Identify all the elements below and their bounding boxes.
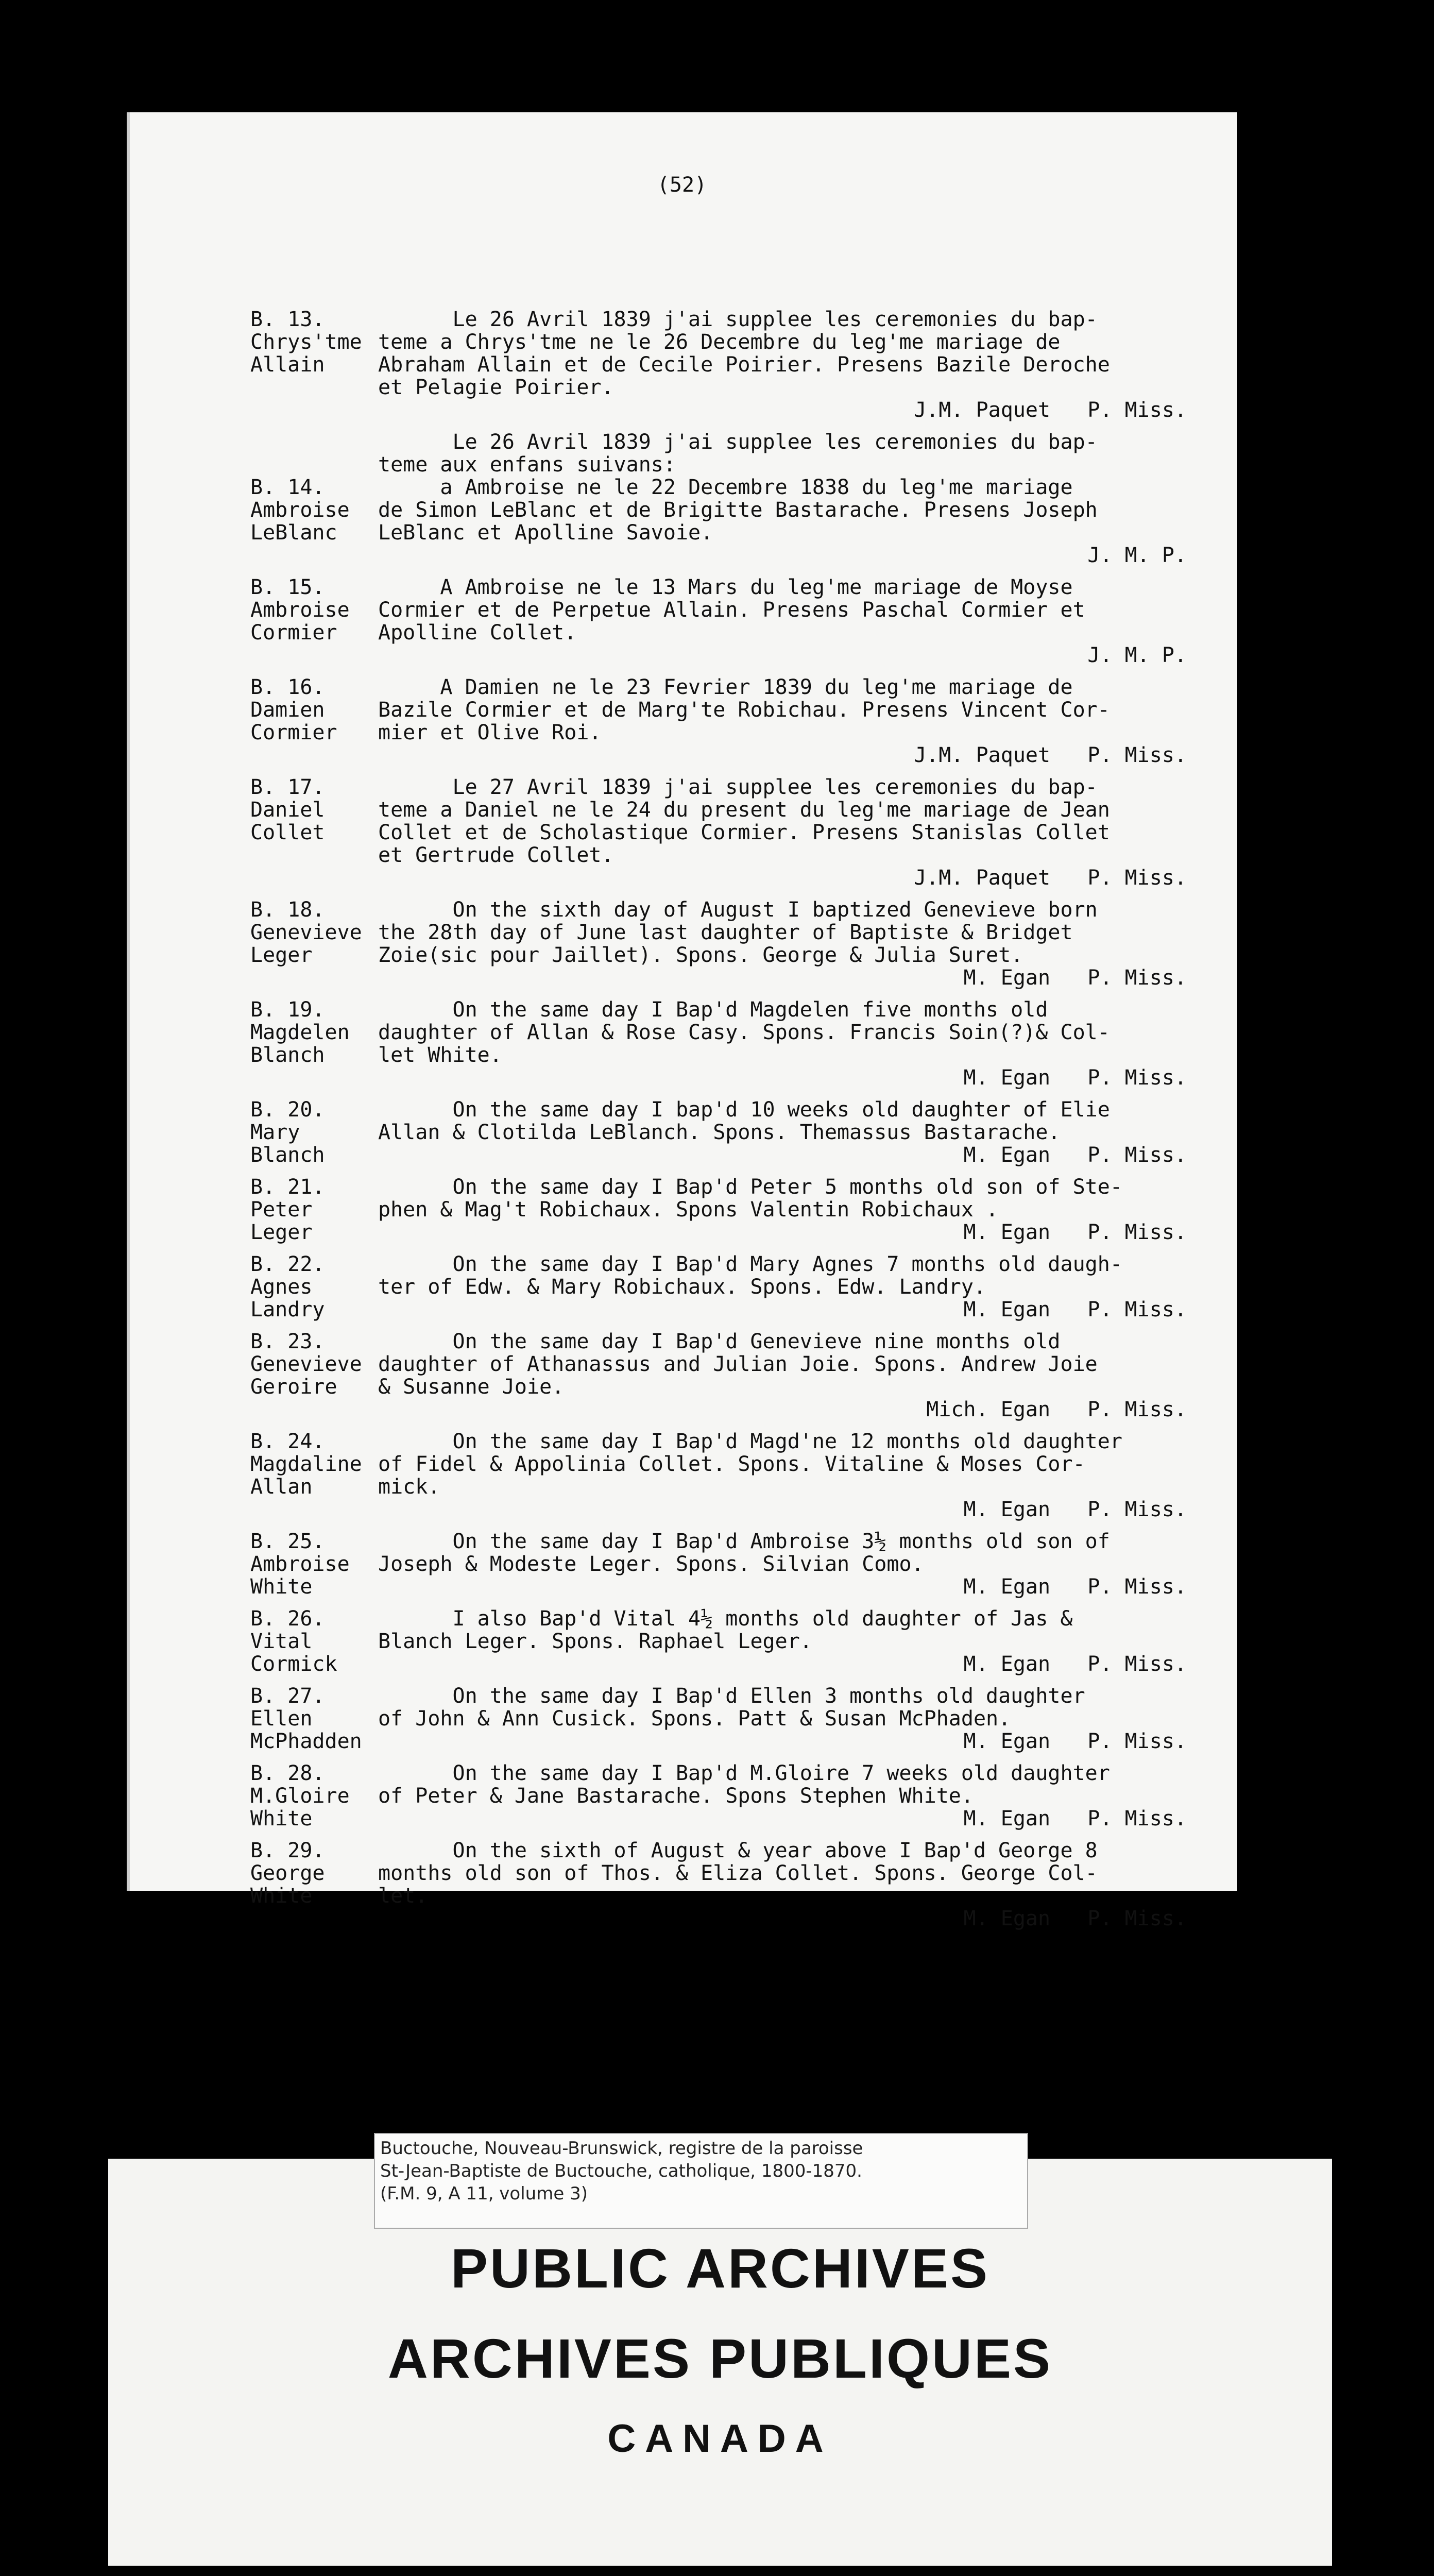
margin-line: Chrys'tme <box>250 330 362 354</box>
margin-line: Geroire <box>250 1375 337 1399</box>
entry-line: teme aux enfans suivans: <box>378 453 676 477</box>
entry-signature: J.M. Paquet P. Miss. <box>914 743 1187 767</box>
entry-line: On the same day I Bap'd Ellen 3 months old daughter <box>378 1684 1085 1708</box>
entry-line: A Damien ne le 23 Fevrier 1839 du leg'me mariage de <box>378 675 1073 699</box>
entry-line: teme a Chrys'tme ne le 26 Decembre du leg'me mariage de <box>378 330 1061 354</box>
margin-line: McPhadden <box>250 1730 362 1753</box>
margin-line: B. 22. <box>250 1252 325 1276</box>
entry-line: mick. <box>378 1475 440 1499</box>
entry-margin-note <box>250 1330 378 1398</box>
entry-line: let White. <box>378 1043 502 1067</box>
entry-line: et Gertrude Collet. <box>378 843 614 867</box>
entry-text <box>378 1762 1187 1830</box>
margin-line: Cormier <box>250 621 337 645</box>
margin-line: B. 21. <box>250 1175 325 1199</box>
entry-line: daughter of Athanassus and Julian Joie. Spons. Andrew Joie <box>378 1352 1098 1376</box>
entry-line: the 28th day of June last daughter of Baptiste & Bridget <box>378 921 1073 944</box>
entry-line: Le 27 Avril 1839 j'ai supplee les ceremonies du bap- <box>378 775 1098 799</box>
margin-line: White <box>250 1884 313 1908</box>
page-number: (52) <box>657 173 707 197</box>
entry-line: let. <box>378 1884 428 1908</box>
entry-margin-note <box>250 1685 378 1753</box>
entry-line: I also Bap'd Vital 4½ months old daughter of Jas & <box>378 1607 1073 1631</box>
entry-signature: M. Egan P. Miss. <box>963 1143 1187 1167</box>
caption-line: Buctouche, Nouveau-Brunswick, registre de la paroisse <box>380 2138 863 2159</box>
entry-line: On the same day I Bap'd Ambroise 3½ months old son of <box>378 1530 1110 1553</box>
register-entry <box>250 899 1198 989</box>
entry-signature: M. Egan P. Miss. <box>963 1652 1187 1676</box>
register-entry <box>250 1607 1198 1675</box>
register-page <box>127 112 1237 1930</box>
entry-signature: M. Egan P. Miss. <box>963 1807 1187 1831</box>
margin-line: Blanch <box>250 1143 325 1167</box>
entry-text <box>378 1330 1187 1421</box>
entry-line: ter of Edw. & Mary Robichaux. Spons. Edw. Landry. <box>378 1275 986 1299</box>
margin-line: Genevieve <box>250 921 362 944</box>
margin-line: B. 23. <box>250 1330 325 1353</box>
margin-line: B. 15. <box>250 575 325 599</box>
entry-signature: M. Egan P. Miss. <box>963 1298 1187 1321</box>
entry-line: a Ambroise ne le 22 Decembre 1838 du leg'me mariage <box>378 476 1073 499</box>
margin-line: Allain <box>250 353 325 377</box>
entry-line: & Susanne Joie. <box>378 1375 565 1399</box>
register-entry <box>250 1530 1198 1598</box>
entry-line: On the same day I Bap'd Genevieve nine months old <box>378 1330 1061 1353</box>
entry-signature: M. Egan P. Miss. <box>963 1066 1187 1090</box>
entry-signature: J. M. P. <box>1087 643 1187 667</box>
register-entry <box>250 998 1198 1089</box>
entry-margin-note <box>250 899 378 967</box>
register-entry <box>250 576 1198 667</box>
entry-line: Zoie(sic pour Jaillet). Spons. George & Julia Suret. <box>378 943 1023 967</box>
entry-line: of Peter & Jane Bastarache. Spons Stephen White. <box>378 1784 974 1808</box>
margin-line: Allan <box>250 1475 313 1499</box>
margin-line: B. 16. <box>250 675 325 699</box>
register-entry <box>250 1430 1198 1521</box>
margin-line: Leger <box>250 943 313 967</box>
margin-line: B. 28. <box>250 1761 325 1785</box>
margin-line: B. 24. <box>250 1430 325 1453</box>
register-entry <box>250 476 1198 567</box>
margin-line: B. 14. <box>250 476 325 499</box>
entry-line: Blanch Leger. Spons. Raphael Leger. <box>378 1630 812 1653</box>
margin-line: B. 25. <box>250 1530 325 1553</box>
entry-line: Cormier et de Perpetue Allain. Presens Paschal Cormier et <box>378 598 1085 622</box>
entry-line: of John & Ann Cusick. Spons. Patt & Susan McPhaden. <box>378 1707 1011 1731</box>
register-entry <box>250 1176 1198 1244</box>
entry-text <box>378 1253 1187 1321</box>
register-entry <box>250 1098 1198 1166</box>
entry-signature: J.M. Paquet P. Miss. <box>914 866 1187 890</box>
entry-line: de Simon LeBlanc et de Brigitte Bastarache. Presens Joseph <box>378 498 1098 522</box>
entry-margin-note <box>250 1530 378 1598</box>
entry-text <box>378 1607 1187 1675</box>
entry-text <box>378 1839 1187 1930</box>
margin-line: White <box>250 1807 313 1831</box>
margin-line: Leger <box>250 1221 313 1244</box>
entry-margin-note <box>250 1176 378 1244</box>
entry-line: Apolline Collet. <box>378 621 577 645</box>
entry-text <box>378 308 1187 421</box>
margin-line: Blanch <box>250 1043 325 1067</box>
archives-label-card <box>108 2138 1332 2566</box>
margin-line: Vital <box>250 1630 313 1653</box>
entry-line: Le 26 Avril 1839 j'ai supplee les ceremonies du bap- <box>378 308 1098 331</box>
entry-margin-note <box>250 776 378 844</box>
margin-line: Agnes <box>250 1275 313 1299</box>
margin-line: Ambroise <box>250 498 350 522</box>
entry-signature: J. M. P. <box>1087 544 1187 567</box>
margin-line: Ellen <box>250 1707 313 1731</box>
entry-line: Bazile Cormier et de Marg'te Robichau. Presens Vincent Cor- <box>378 698 1110 722</box>
margin-line: Magdelen <box>250 1021 350 1044</box>
entry-signature: M. Egan P. Miss. <box>963 1575 1187 1599</box>
entry-line: Allan & Clotilda LeBlanch. Spons. Themassus Bastarache. <box>378 1121 1061 1144</box>
margin-line: M.Gloire <box>250 1784 350 1808</box>
register-entry <box>250 1762 1198 1830</box>
entry-margin-note <box>250 476 378 544</box>
register-entry <box>250 676 1198 767</box>
entry-line: On the same day I Bap'd M.Gloire 7 weeks old daughter <box>378 1761 1110 1785</box>
entry-line: On the same day I Bap'd Magdelen five months old <box>378 998 1048 1022</box>
margin-line: B. 20. <box>250 1098 325 1122</box>
baptism-entries <box>250 308 1198 1939</box>
register-entry <box>250 1685 1198 1753</box>
margin-line: Ambroise <box>250 598 350 622</box>
entry-text <box>378 1176 1187 1244</box>
entry-signature: Mich. Egan P. Miss. <box>926 1398 1187 1421</box>
register-entry <box>250 1839 1198 1930</box>
entry-line: daughter of Allan & Rose Casy. Spons. Francis Soin(?)& Col- <box>378 1021 1110 1044</box>
caption-line: (F.M. 9, A 11, volume 3) <box>380 2183 588 2204</box>
entry-signature: M. Egan P. Miss. <box>963 1907 1187 1930</box>
margin-line: B. 29. <box>250 1839 325 1862</box>
entry-text <box>378 776 1187 889</box>
register-entry <box>250 776 1198 889</box>
entry-margin-note <box>250 1839 378 1907</box>
entry-line: Le 26 Avril 1839 j'ai supplee les ceremonies du bap- <box>378 430 1098 454</box>
register-entry <box>250 1330 1198 1421</box>
entry-line: teme a Daniel ne le 24 du present du leg'me mariage de Jean <box>378 798 1110 822</box>
entry-line: On the sixth of August & year above I Bap'd George 8 <box>378 1839 1098 1862</box>
entry-text <box>378 899 1187 989</box>
caption-line: St-Jean-Baptiste de Buctouche, catholique, 1800-1870. <box>380 2161 862 2181</box>
entry-text <box>378 476 1187 567</box>
entry-text <box>378 1098 1187 1166</box>
entry-margin-note <box>250 308 378 376</box>
entry-line: On the same day I Bap'd Magd'ne 12 months old daughter <box>378 1430 1122 1453</box>
archives-publiques-heading: ARCHIVES PUBLIQUES <box>387 2327 1053 2389</box>
entry-line: phen & Mag't Robichaux. Spons Valentin Robichaux . <box>378 1198 999 1222</box>
entry-margin-note <box>250 676 378 744</box>
entry-text <box>378 1685 1187 1753</box>
margin-line: Collet <box>250 821 325 844</box>
entry-margin-note <box>250 1253 378 1321</box>
margin-line: White <box>250 1575 313 1599</box>
entry-line: months old son of Thos. & Eliza Collet. Spons. George Col- <box>378 1861 1098 1885</box>
margin-line: Cormier <box>250 721 337 744</box>
canada-heading: CANADA <box>607 2417 833 2461</box>
entry-line: Collet et de Scholastique Cormier. Presens Stanislas Collet <box>378 821 1110 844</box>
register-entry <box>250 1253 1198 1321</box>
margin-line: Peter <box>250 1198 313 1222</box>
entry-text <box>378 1530 1187 1598</box>
margin-line: Mary <box>250 1121 300 1144</box>
entry-line: Abraham Allain et de Cecile Poirier. Presens Bazile Deroche <box>378 353 1110 377</box>
entry-line: On the same day I Bap'd Peter 5 months old son of Ste- <box>378 1175 1122 1199</box>
entry-text <box>378 1430 1187 1521</box>
entry-text <box>378 576 1187 667</box>
margin-line: B. 13. <box>250 308 325 331</box>
entry-text <box>378 431 1187 476</box>
entry-margin-note <box>250 1430 378 1498</box>
margin-line: B. 17. <box>250 775 325 799</box>
entry-line: On the sixth day of August I baptized Genevieve born <box>378 898 1098 922</box>
margin-line: Genevieve <box>250 1352 362 1376</box>
entry-line: et Pelagie Poirier. <box>378 376 614 399</box>
entry-signature: M. Egan P. Miss. <box>963 966 1187 990</box>
source-caption <box>374 2133 1028 2229</box>
entry-margin-note <box>250 1607 378 1675</box>
entry-margin-note <box>250 576 378 644</box>
margin-line: B. 26. <box>250 1607 325 1631</box>
margin-line: B. 18. <box>250 898 325 922</box>
public-archives-heading: PUBLIC ARCHIVES <box>450 2237 990 2299</box>
entry-text <box>378 998 1187 1089</box>
entry-line: LeBlanc et Apolline Savoie. <box>378 521 713 545</box>
entry-signature: M. Egan P. Miss. <box>963 1221 1187 1244</box>
margin-line: Magdaline <box>250 1452 362 1476</box>
register-entry <box>250 308 1198 421</box>
entry-margin-note <box>250 1762 378 1830</box>
entry-margin-note <box>250 1098 378 1166</box>
margin-line: LeBlanc <box>250 521 337 545</box>
margin-line: George <box>250 1861 325 1885</box>
entry-signature: M. Egan P. Miss. <box>963 1730 1187 1753</box>
margin-line: Landry <box>250 1298 325 1321</box>
entry-line: mier et Olive Roi. <box>378 721 602 744</box>
entry-signature: M. Egan P. Miss. <box>963 1498 1187 1521</box>
register-entry <box>250 431 1198 476</box>
entry-line: On the same day I bap'd 10 weeks old daughter of Elie <box>378 1098 1110 1122</box>
entry-line: A Ambroise ne le 13 Mars du leg'me mariage de Moyse <box>378 575 1073 599</box>
entry-line: Joseph & Modeste Leger. Spons. Silvian Como. <box>378 1552 924 1576</box>
entry-margin-note <box>250 998 378 1066</box>
margin-line: Cormick <box>250 1652 337 1676</box>
margin-line: Damien <box>250 698 325 722</box>
margin-line: B. 27. <box>250 1684 325 1708</box>
margin-line: Ambroise <box>250 1552 350 1576</box>
entry-line: of Fidel & Appolinia Collet. Spons. Vitaline & Moses Cor- <box>378 1452 1085 1476</box>
margin-line: Daniel <box>250 798 325 822</box>
entry-text <box>378 676 1187 767</box>
margin-line: B. 19. <box>250 998 325 1022</box>
entry-signature: J.M. Paquet P. Miss. <box>914 398 1187 422</box>
entry-line: On the same day I Bap'd Mary Agnes 7 months old daugh- <box>378 1252 1122 1276</box>
